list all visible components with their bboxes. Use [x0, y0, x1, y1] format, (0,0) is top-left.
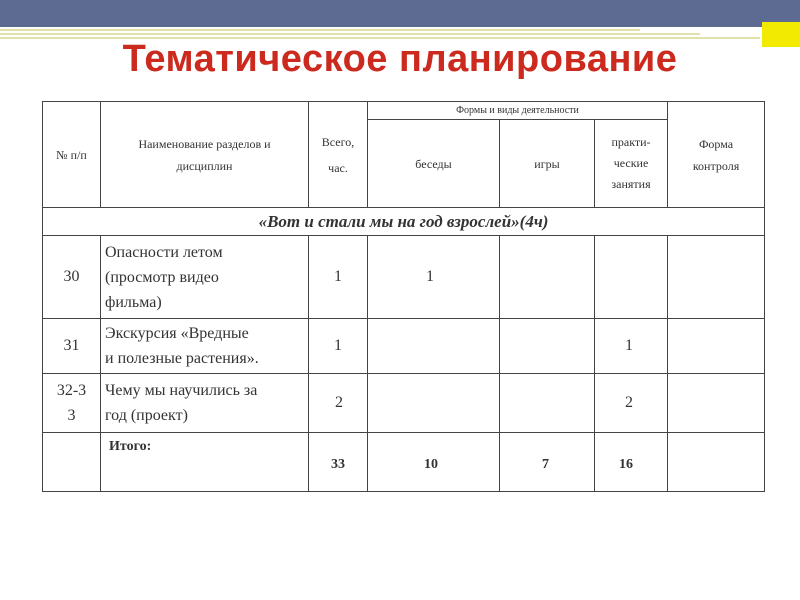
row-name-line: фильма) — [105, 293, 162, 311]
row-num-line: 3 — [67, 407, 76, 424]
header-num — [43, 102, 101, 208]
header-total-line2: час. — [328, 160, 348, 175]
totals-row — [43, 433, 765, 492]
row-practice: 2 — [595, 374, 668, 433]
table-row — [43, 319, 765, 374]
row-control — [668, 374, 765, 433]
totals-games: 7 — [500, 433, 595, 492]
row-total: 1 — [309, 319, 368, 374]
row-name-line: Чему мы научились за — [105, 382, 258, 399]
row-talks: 1 — [368, 236, 500, 319]
row-talks — [368, 374, 500, 433]
row-games — [500, 236, 595, 319]
row-games — [500, 374, 595, 433]
header-control-line2: контроля — [692, 158, 740, 173]
row-num: 30 — [43, 236, 101, 319]
row-control — [668, 319, 765, 374]
row-name — [101, 236, 309, 319]
row-num-line: 32-3 — [56, 382, 87, 399]
header-practice — [595, 120, 668, 208]
header-name-line1: Наименование разделов и — [138, 136, 271, 151]
top-bar — [0, 0, 800, 27]
row-name-line: год (проект) — [105, 407, 188, 424]
header-total-line1: Всего, — [321, 134, 355, 149]
row-total: 2 — [309, 374, 368, 433]
totals-label: Итого: — [101, 433, 309, 492]
header-games: игры — [500, 120, 595, 208]
slide-title: Тематическое планирование — [122, 38, 678, 80]
row-practice: 1 — [595, 319, 668, 374]
table-row — [43, 374, 765, 433]
row-name-line: (просмотр видео — [105, 268, 219, 286]
row-name — [101, 319, 309, 374]
header-forms-group: Формы и виды деятельности — [368, 102, 668, 120]
totals-total: 33 — [309, 433, 368, 492]
header-practice-line3: занятия — [611, 177, 651, 191]
header-practice-line1: практи- — [611, 135, 651, 149]
header-talks: беседы — [368, 120, 500, 208]
row-num — [43, 374, 101, 433]
header-row-1 — [43, 102, 765, 120]
header-control — [668, 102, 765, 208]
row-num: 31 — [43, 319, 101, 374]
header-practice-line2: ческие — [613, 156, 649, 170]
row-talks — [368, 319, 500, 374]
row-practice — [595, 236, 668, 319]
table-row — [43, 236, 765, 319]
totals-practice: 16 — [595, 433, 668, 492]
row-name-line: и полезные растения». — [105, 350, 259, 367]
planning-table — [42, 101, 765, 492]
section-title: «Вот и стали мы на год взрослей»(4ч) — [43, 208, 765, 236]
header-name-line2: дисциплин — [176, 158, 233, 173]
row-control — [668, 236, 765, 319]
totals-control — [668, 433, 765, 492]
totals-talks: 10 — [368, 433, 500, 492]
row-total: 1 — [309, 236, 368, 319]
header-total — [309, 102, 368, 208]
header-num-label: № п/п — [56, 147, 87, 162]
totals-empty-cell — [43, 433, 101, 492]
row-name-line: Экскурсия «Вредные — [105, 325, 249, 342]
header-name — [101, 102, 309, 208]
row-games — [500, 319, 595, 374]
section-row — [43, 208, 765, 236]
header-control-line1: Форма — [698, 136, 734, 151]
row-name-line: Опасности летом — [105, 243, 223, 261]
row-name — [101, 374, 309, 433]
